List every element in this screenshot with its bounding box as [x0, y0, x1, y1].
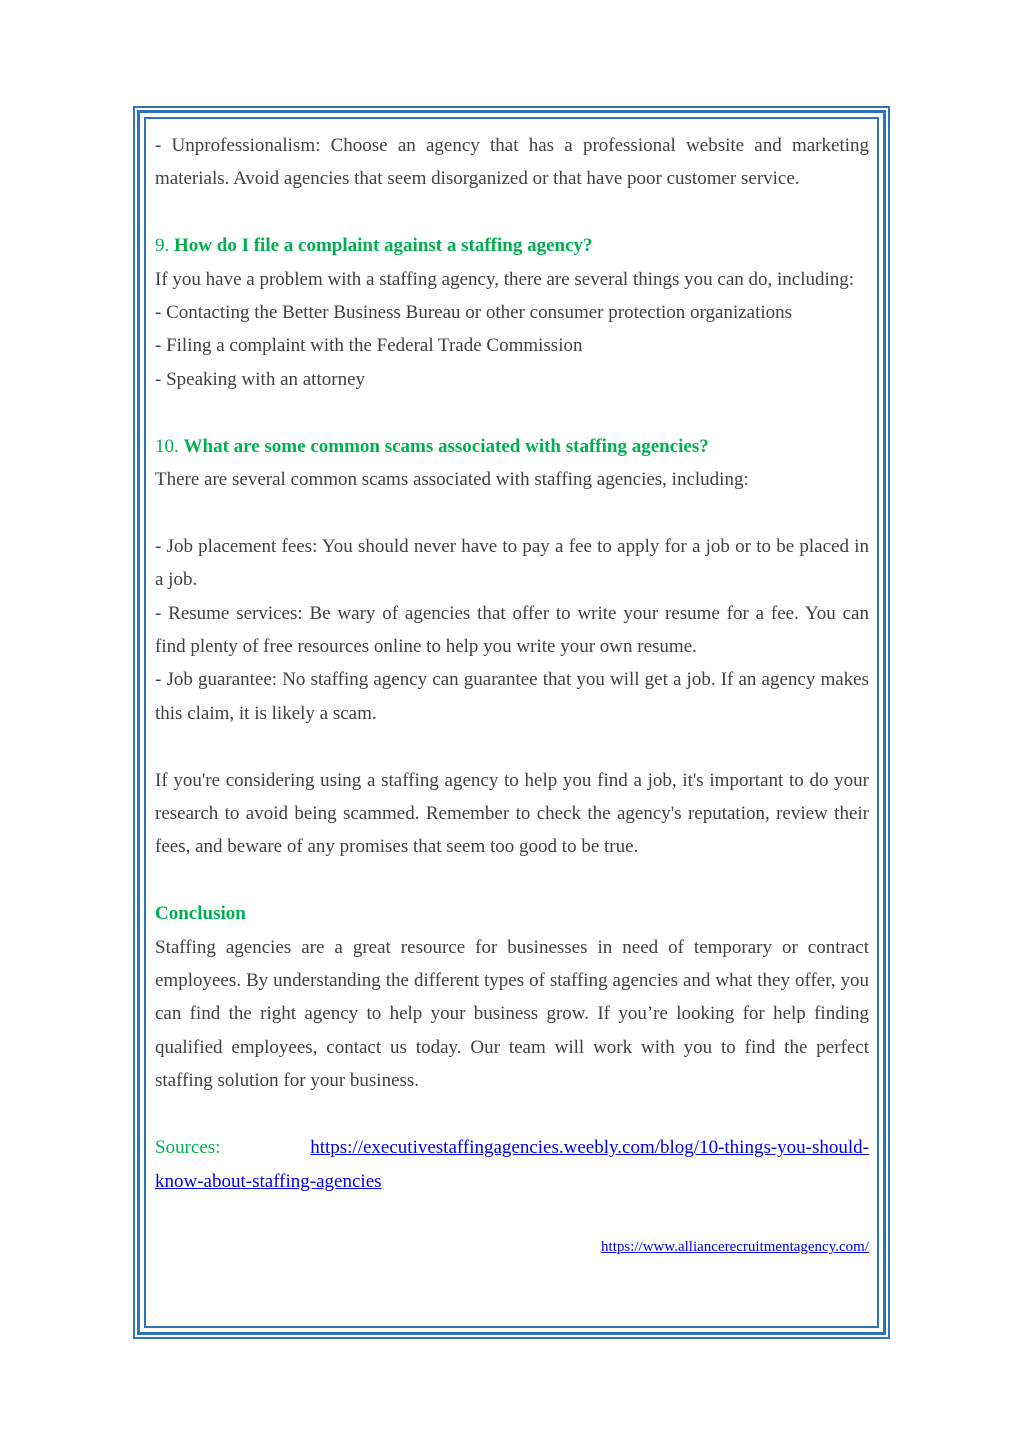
conclusion-title: Conclusion [155, 903, 246, 925]
q10-body: There are several common scams associated with staffing agencies, including: [155, 469, 749, 491]
sources-link-part-2[interactable]: know-about-staffing-agencies [155, 1170, 382, 1192]
q9-body: If you have a problem with a staffing agency, there are several things you can do, including: [155, 268, 855, 290]
spacer [155, 396, 869, 429]
q10-item: - Job guarantee: No staffing agency can guarantee that you will get a job. If an agency makes this claim, it is likely a scam. [155, 669, 869, 724]
q10-title: What are some common scams associated with staffing agencies? [183, 435, 709, 457]
q9-item: - Filing a complaint with the Federal Trade Commission [155, 335, 583, 357]
q9-title: How do I file a complaint against a staffing agency? [174, 235, 593, 257]
document-body [155, 129, 869, 1265]
q9-number: 9. [155, 235, 170, 257]
intro-line-1: - Unprofessionalism: Choose an agency that has a professional website and marketing [155, 135, 869, 156]
q9-heading [155, 229, 869, 262]
q10-advice: If you're considering using a staffing agency to help you find a job, it's important to do your research to avoid being scammed. Remember to check the agency's reputation, review their fees, and beware of any promises that seem too good to be true. [155, 769, 869, 858]
spacer [155, 864, 869, 897]
spacer [155, 1198, 869, 1231]
sources-link[interactable]: https://executivestaffingagencies.weebly.com/blog/10-things-you-should- [310, 1137, 869, 1159]
intro-line-2: materials. Avoid agencies that seem disorganized or that have poor customer service. [155, 168, 800, 190]
q10-heading [155, 430, 869, 463]
footer [155, 1231, 869, 1264]
footer-website-link[interactable]: https://www.alliancerecruitmentagency.com/ [601, 1239, 869, 1256]
q10-number: 10. [155, 435, 179, 457]
q9-item: - Speaking with an attorney [155, 368, 366, 390]
spacer [155, 496, 869, 529]
spacer [155, 730, 869, 763]
sources-label: Sources: [155, 1137, 221, 1159]
spacer [155, 196, 869, 229]
sources-line [155, 1131, 869, 1164]
q10-item: - Job placement fees: You should never have to pay a fee to apply for a job or to be placed in a job. [155, 535, 869, 591]
q9-item: - Contacting the Better Business Bureau or other consumer protection organizations [155, 302, 793, 324]
q10-item: - Resume services: Be wary of agencies that offer to write your resume for a fee. You can find plenty of free resources online to help you write your own resume. [155, 602, 869, 658]
sources-link-continued [155, 1165, 869, 1198]
spacer [155, 1098, 869, 1131]
conclusion-body: Staffing agencies are a great resource for businesses in need of temporary or contract employees. By understanding the different types of staffing agencies and what they offer, you can find the right agency to help your business grow. If you’re looking for help finding qualified employees, contact us today. Our team will work with you to find the perfect staffing solution for your business. [155, 936, 869, 1092]
